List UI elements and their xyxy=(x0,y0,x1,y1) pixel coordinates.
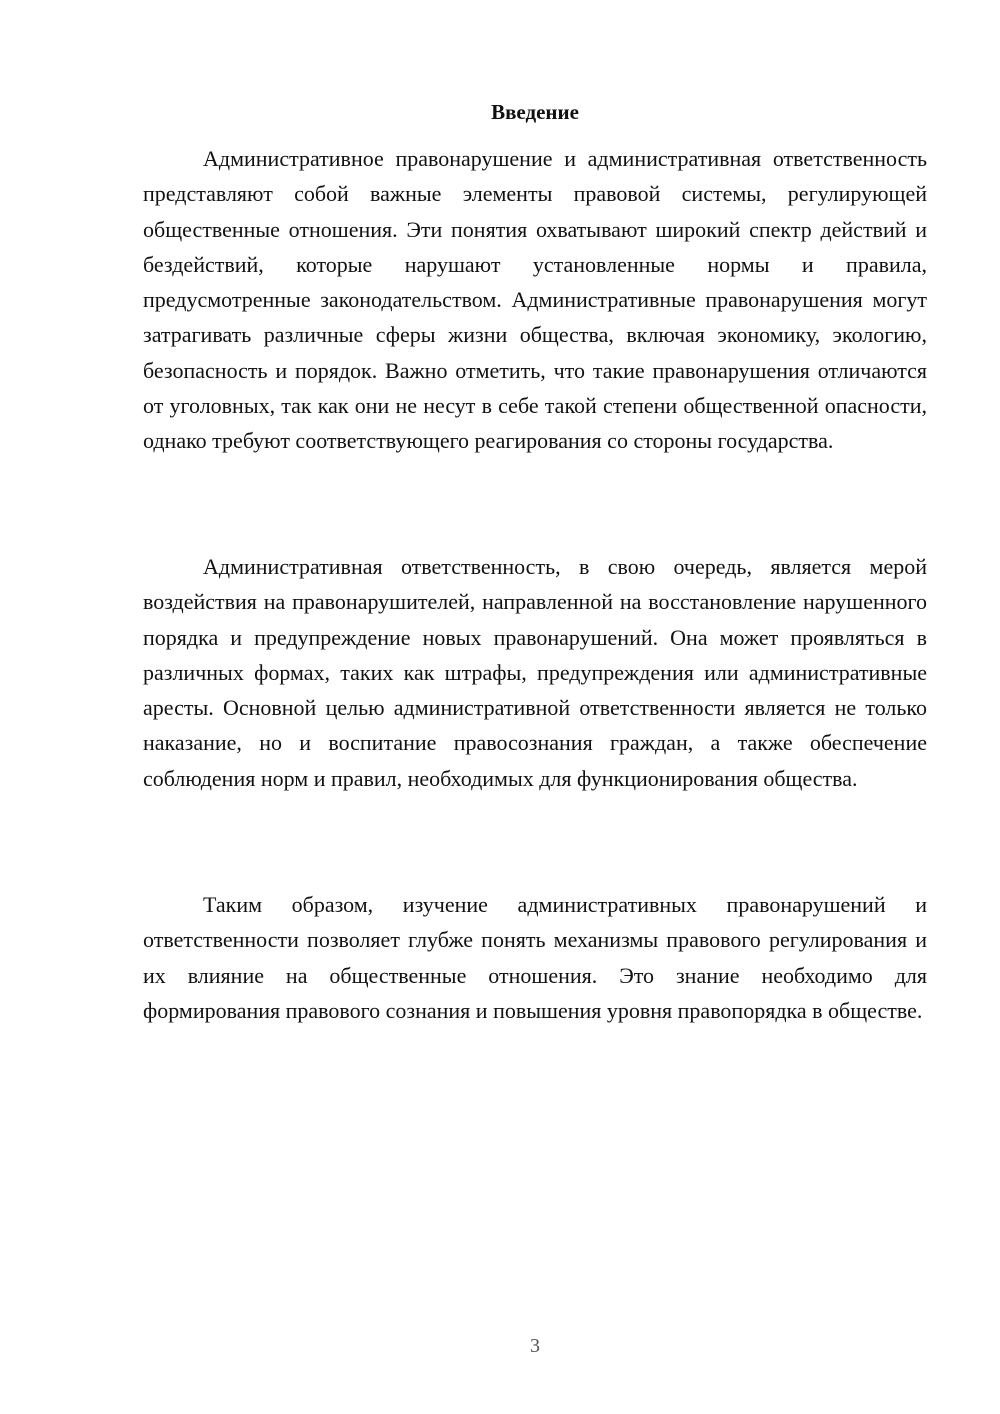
page-number: 3 xyxy=(530,1335,540,1357)
paragraph-3: Таким образом, изучение административных правонарушений и ответственности позволяет глубже понять механизмы правового регулирования и их влияние на общественные отношения. Это знание необходимо для формирования правового сознания и повышения уровня правопорядка в обществе. xyxy=(143,892,927,1023)
paragraph-2: Административная ответственность, в свою очередь, является мерой воздействия на правонарушителей, направленной на восстановление нарушенного порядка и предупреждение новых правонарушений. Она может проявляться в различных формах, таких как штрафы, предупреждения или административные аресты. Основной целью административной ответственности является не только наказание, но и воспитание правосознания граждан, а также обеспечение соблюдения норм и правил, необходимых для функционирования общества. xyxy=(143,554,927,791)
section-title: Введение xyxy=(491,100,579,124)
paragraph-1: Административное правонарушение и административная ответственность представляют собой важные элементы правовой системы, регулирующей общественные отношения. Эти понятия охватывают широкий спектр действий и бездействий, которые нарушают установленные нормы и правила, предусмотренные законодательством. Административные правонарушения могут затрагивать различные сферы жизни общества, включая экономику, экологию, безопасность и порядок. Важно отметить, что такие правонарушения отличаются от уголовных, так как они не несут в себе такой степени общественной опасности, однако требуют соответствующего реагирования со стороны государства. xyxy=(143,146,927,454)
